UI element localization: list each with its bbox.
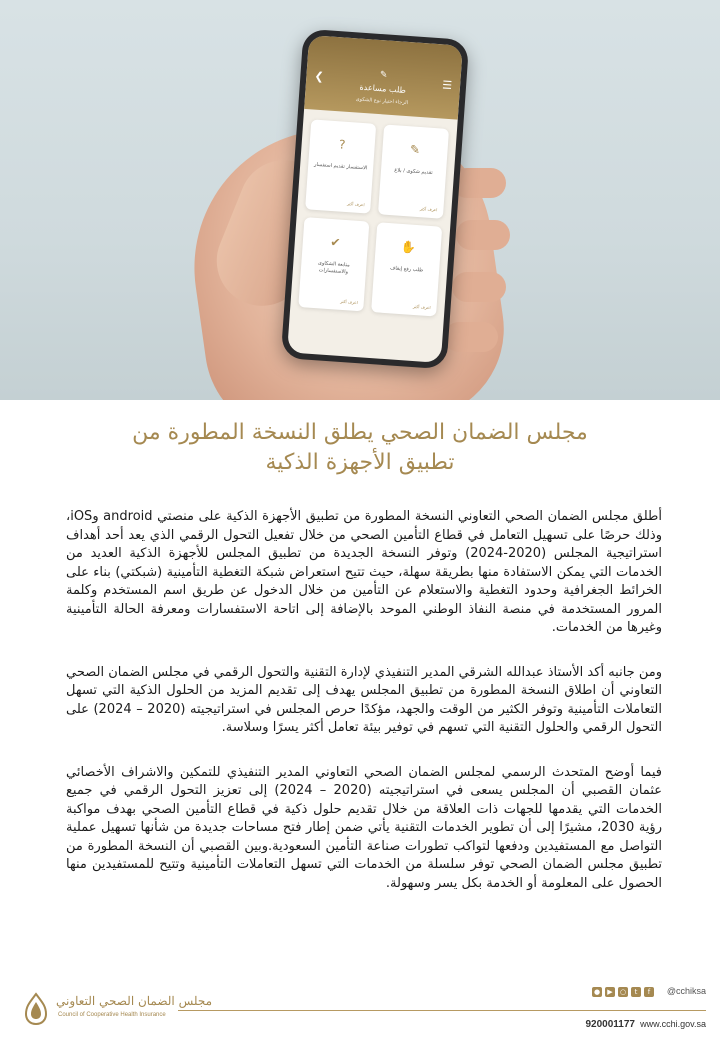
finger-illustration [444,322,498,352]
hand-icon: ✋ [400,239,417,255]
instagram-icon[interactable]: ○ [619,988,627,996]
smartphone [281,29,470,370]
card-label: طلب رفع إيقاف [389,265,424,274]
edit-icon: ✎ [379,70,388,81]
logo-text: مجلس الضمان الصحي التعاوني [56,994,213,1008]
service-cards [290,109,458,327]
facebook-icon[interactable]: f [644,987,654,997]
edit-icon: ✎ [409,142,421,158]
paragraph-1: أطلق مجلس الضمان الصحي التعاوني النسخة المطورة من تطبيق الأجهزة الذكية على منصتي android وiOS، وذلك حرصًا على تسهيل التعامل في قطاع التأمين الصحي من خلال تفعيل التحول الرقمي الذي يعد أحد أهداف استراتيجية المجلس (2020-2024) وتوفر النسخة الجديدة من تطبيق المجلس للأجهزة الذكية العديد من الخدمات التي يمكن الاستفادة منها بطريقة سهلة، حيث تتيح استعراض شبكة التغطية التأمينية (شبكتي) بناء على الخرائط الجغرافية وحدود التغطية والاستعلام عن التأمين من خلال الدخول عن طريق اسم المستخدم وكلمة المرور المستخدمة في منصة النفاذ الوطني الموحد بالإضافة إلى اتاحة الاستفسارات ومعرفة الحالة التأمينية وغيرها من الخدمات. [66,509,662,635]
card-label: تقديم شكوى / بلاغ [394,167,433,176]
social-icons [592,987,654,997]
question-icon: ? [338,137,346,152]
card-label: متابعة الشكاوى والاستفسارات [317,260,350,276]
phone-number[interactable]: 920001177 [585,1019,635,1030]
website-link[interactable]: www.cchi.gov.sa [640,1019,706,1029]
page-title [40,418,680,478]
service-card-inquiry[interactable] [305,119,376,213]
headline-line-1: مجلس الضمان الصحي يطلق النسخة المطورة من [132,420,588,445]
paragraph-2: ومن جانبه أكد الأستاذ عبدالله الشرقي المدير التنفيذي لإدارة التقنية والتحول الرقمي في مجلس الضمان الصحي التعاوني أن اطلاق النسخة المطورة من تطبيق المجلس يهدف إلى تقديم المزيد من الحلول الذكية التي تسهل التعاملات التأمينية وتوفر الكثير من الوقت والجهد، مؤكدًا حرص المجلس في استراتيجيته (2020 – 2024) على التحول الرقمي والحلول التقنية التي تسهم في توفير بيئة تعامل أكثر يسرًا وسلاسة. [66,664,662,735]
check-icon: ✔ [329,235,341,250]
card-more-link[interactable]: اعرف أكثر [419,206,438,213]
footer [0,980,720,1040]
card-more-link[interactable]: اعرف أكثر [346,201,365,208]
app-screen [287,35,463,363]
service-card-complaint[interactable] [378,124,449,218]
card-more-link[interactable]: اعرف أكثر [412,303,431,311]
article-body [66,508,662,919]
finger-illustration [452,168,506,198]
footer-divider [178,1010,706,1011]
headline-line-2: تطبيق الأجهزة الذكية [265,450,455,475]
snapchat-icon[interactable]: ● [593,988,601,996]
app-header [304,35,463,120]
card-more-link[interactable]: اعرف أكثر [340,298,358,306]
council-logo-emblem-icon [20,992,52,1026]
hamburger-menu-icon[interactable]: ☰ [441,78,453,93]
service-card-lift-suspension[interactable] [371,222,442,316]
service-card-follow-up[interactable] [298,217,369,311]
card-label: الاستفسار تقديم استفسار [313,161,368,172]
app-screen-title: طلب مساعدة [359,82,407,95]
finger-illustration [456,220,510,250]
finger-illustration [452,272,506,302]
social-handle[interactable]: @cchiksa [666,986,706,996]
app-screen-subtitle: الرجاء اختيار نوع الشكوى [355,96,409,107]
hero-photo [0,0,720,400]
twitter-icon[interactable]: t [631,987,641,997]
paragraph-3: فيما أوضح المتحدث الرسمي لمجلس الضمان الصحي التعاوني المدير التنفيذي للتمكين والاشراف الأخصائي عثمان القصبي أن المجلس يسعى في استراتيجيته (2020 – 2024) إلى تعزيز التحول الرقمي في جميع الخدمات التي يقدمها للجهات ذات العلاقة من خلال تقديم حلول ذكية في قطاع التأمين الصحي بهدف مواكبة رؤية 2030، مشيرًا إلى أن تطوير الخدمات التقنية يأتي ضمن إطار فتح مساحات جديدة من شأنها تسهيل عملية التواصل مع المستفيدين ودفعها لتواكب تطورات صناعة التأمين السعودية.وبين القصبي أن النسخة المطورة من تطبيق مجلس الضمان الصحي توفر سلسلة من الخدمات التي تسهل التعاملات التأمينية وتتيح للمستفيدين منها الحصول على المعلومة أو الخدمة بكل يسر وسهولة. [66,764,662,891]
logo-subtitle: Council of Cooperative Health Insurance [58,1012,166,1018]
youtube-icon[interactable]: ▶ [605,987,615,997]
chevron-left-icon[interactable]: ❮ [313,69,325,84]
